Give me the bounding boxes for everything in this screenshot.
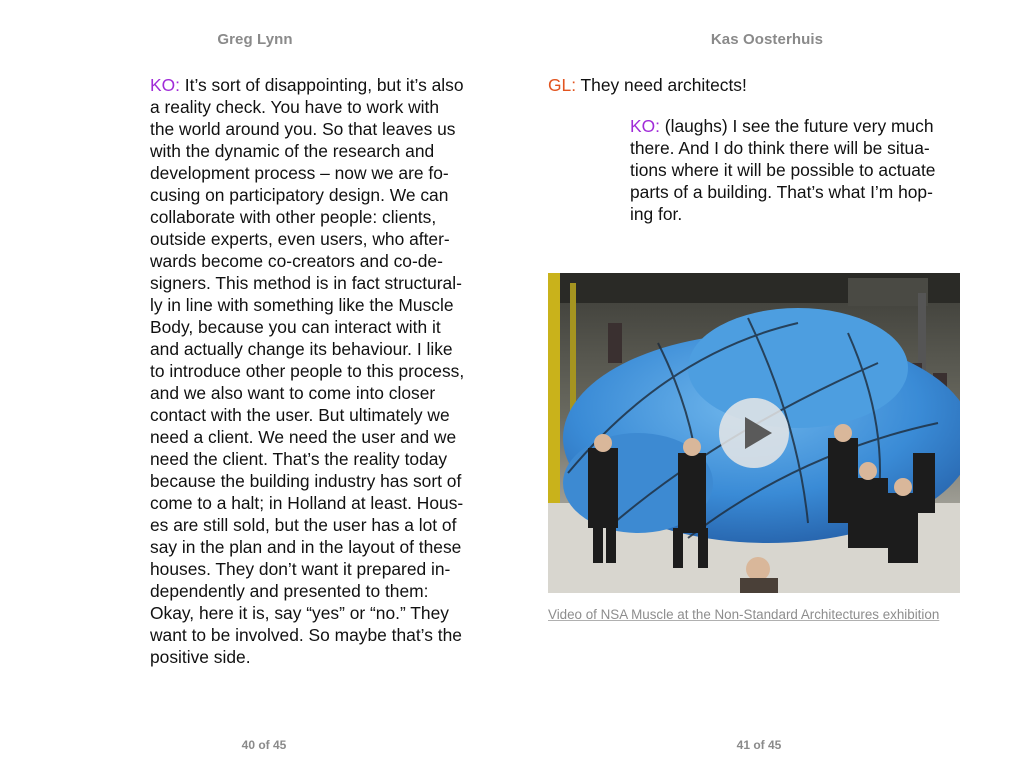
text-line: need the client. That’s the reality today: [150, 449, 448, 469]
text-line: Okay, here it is, say “yes” or “no.” They: [150, 603, 449, 623]
ko-paragraph-right: [630, 115, 956, 225]
play-icon: [745, 417, 772, 449]
text-line: because the building industry has sort of: [150, 471, 462, 491]
text-line: to introduce other people to this process,: [150, 361, 465, 381]
text-line: parts of a building. That’s what I’m hop-: [630, 182, 933, 202]
text-line: tions where it will be possible to actuate: [630, 160, 936, 180]
text-line: They need architects!: [576, 75, 747, 95]
video-player[interactable]: [548, 273, 960, 593]
speaker-ko-label: KO:: [150, 75, 180, 95]
text-line: positive side.: [150, 647, 251, 667]
text-line: dependently and presented to them:: [150, 581, 429, 601]
text-line: wards become co-creators and co-de-: [150, 251, 443, 271]
text-line: and actually change its behaviour. I like: [150, 339, 453, 359]
text-line: It’s sort of disappointing, but it’s also: [179, 75, 464, 95]
play-button[interactable]: [719, 398, 789, 468]
text-line: ing for.: [630, 204, 683, 224]
text-line: collaborate with other people: clients,: [150, 207, 437, 227]
text-line: (laughs) I see the future very much: [659, 116, 934, 136]
text-line: with the dynamic of the research and: [150, 141, 435, 161]
page-number-left: 40 of 45: [241, 738, 287, 752]
ko-paragraph-left: [150, 74, 484, 668]
text-line: signers. This method is in fact structural-: [150, 273, 462, 293]
text-line: ly in line with something like the Muscle: [150, 295, 454, 315]
running-head-right: Kas Oosterhuis: [710, 31, 824, 48]
text-line: development process – now we are fo-: [150, 163, 449, 183]
video-caption-link[interactable]: Video of NSA Muscle at the Non-Standard Architectures exhibition: [548, 607, 940, 622]
text-line: need a client. We need the user and we: [150, 427, 457, 447]
text-line: houses. They don’t want it prepared in-: [150, 559, 451, 579]
text-line: es are still sold, but the user has a lot of: [150, 515, 457, 535]
text-line: outside experts, even users, who after-: [150, 229, 450, 249]
speaker-ko-label: KO:: [630, 116, 660, 136]
text-line: Body, because you can interact with it: [150, 317, 441, 337]
text-line: and we also want to come into closer: [150, 383, 436, 403]
text-line: say in the plan and in the layout of these: [150, 537, 462, 557]
page-number-right: 41 of 45: [736, 738, 782, 752]
gl-paragraph: [548, 74, 968, 96]
text-line: a reality check. You have to work with: [150, 97, 440, 117]
speaker-gl-label: GL:: [548, 75, 577, 95]
text-line: the world around you. So that leaves us: [150, 119, 456, 139]
text-line: contact with the user. But ultimately we: [150, 405, 450, 425]
text-line: there. And I do think there will be situa-: [630, 138, 930, 158]
right-page: [512, 0, 1024, 768]
text-line: come to a halt; in Holland at least. Hous-: [150, 493, 464, 513]
running-head-left: Greg Lynn: [217, 31, 293, 48]
text-line: cusing on participatory design. We can: [150, 185, 449, 205]
text-line: want to be involved. So maybe that’s the: [150, 625, 462, 645]
